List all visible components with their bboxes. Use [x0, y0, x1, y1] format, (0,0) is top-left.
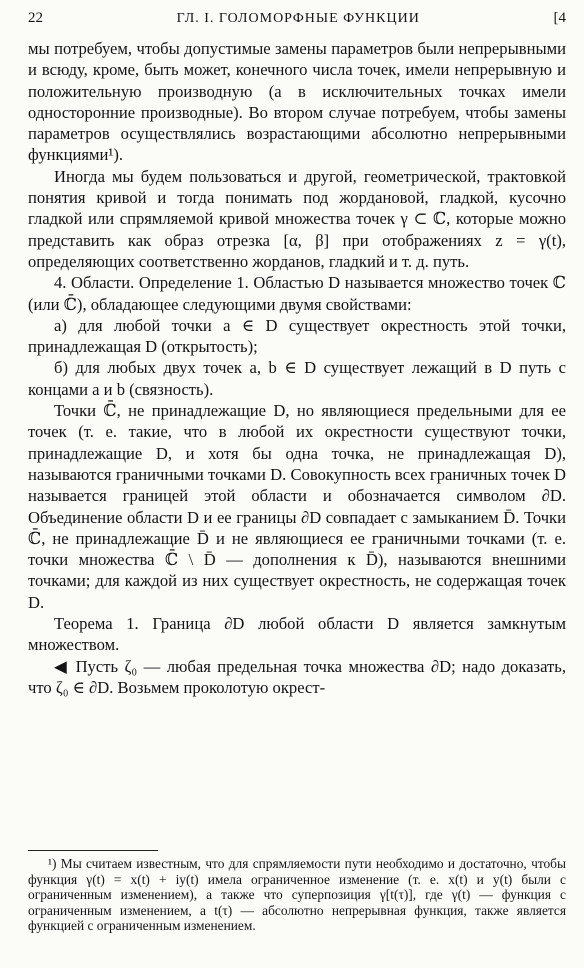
running-header: [28, 10, 566, 32]
footnote-divider: [28, 850, 158, 851]
list-item-connectedness: б) для любых двух точек a, b ∈ D существует лежащий в D путь с концами a и b (связность).: [28, 358, 566, 399]
running-title: ГЛ. I. ГОЛОМОРФНЫЕ ФУНКЦИИ: [176, 11, 420, 26]
section-mark: [4: [553, 10, 566, 26]
paragraph-boundary-points: Точки ℂ̄, не принадлежащие D, но являющиеся предельными для ее точек (т. е. такие, что в любой их окрестности существуют точки, принадлежащие D, и хотя бы одна точка, не принадлежащая D), называются граничными точками D. Совокупность всех граничных точек D называется границей этой области и обозначается символом ∂D. Объединение области D и ее границы ∂D совпадает с замыканием D̄. Точки ℂ̄, не принадлежащие D̄ и не являющиеся ее граничными точками (т. е. точки множества ℂ̄ \ D̄ — дополнения к D̄), называются внешними точками; для каждой из них существует окрестность, не содержащая точек D.: [28, 401, 566, 612]
page-body: [28, 38, 566, 698]
paragraph-geometric-curve: Иногда мы будем пользоваться и другой, геометрической, трактовкой понятия кривой и тогда понимать под жордановой, гладкой, кусочно гладкой или спрямляемой кривой множества точек γ ⊂ ℂ, которые можно представить как образ отрезка [α, β] при отображениях z = γ(t), определяющих соответственно жорданов, гладкий и т. д. путь.: [28, 166, 566, 271]
paragraph-continued: мы потребуем, чтобы допустимые замены параметров были непрерывными и всюду, кроме, быть может, конечного числа точек, имели непрерывную и положительную производную (а в исключительных точках имели односторонние производные). Во втором случае потребуем, чтобы замены параметров осуществлялись возрастающими абсолютно непрерывными функциями¹).: [28, 39, 566, 165]
proof-start: ◀ Пусть ζ₀ — любая предельная точка множества ∂D; надо доказать, что ζ₀ ∈ ∂D. Возьмем проколотую окрест-: [28, 656, 566, 697]
footnote: ¹) Мы считаем известным, что для спрямляемости пути необходимо и достаточно, чтобы функция γ(t) = x(t) + iy(t) имела ограниченное изменение (т. е. x(t) и y(t) были с ограниченным изменением), а также что суперпозиция γ[t(τ)], где γ(t) — функция с ограниченным изменением, а t(τ) — абсолютно непрерывная функция, также является функцией с ограниченным изменением.: [28, 856, 566, 934]
theorem-statement: Теорема 1. Граница ∂D любой области D является замкнутым множеством.: [28, 614, 566, 655]
page-number: 22: [28, 10, 43, 26]
list-item-openness: а) для любой точки a ∈ D существует окрестность этой точки, принадлежащая D (открытость);: [28, 315, 566, 357]
paragraph-domain-definition: 4. Области. Определение 1. Областью D называется множество точек ℂ (или ℂ̄), обладающее следующими двумя свойствами:: [28, 273, 566, 314]
